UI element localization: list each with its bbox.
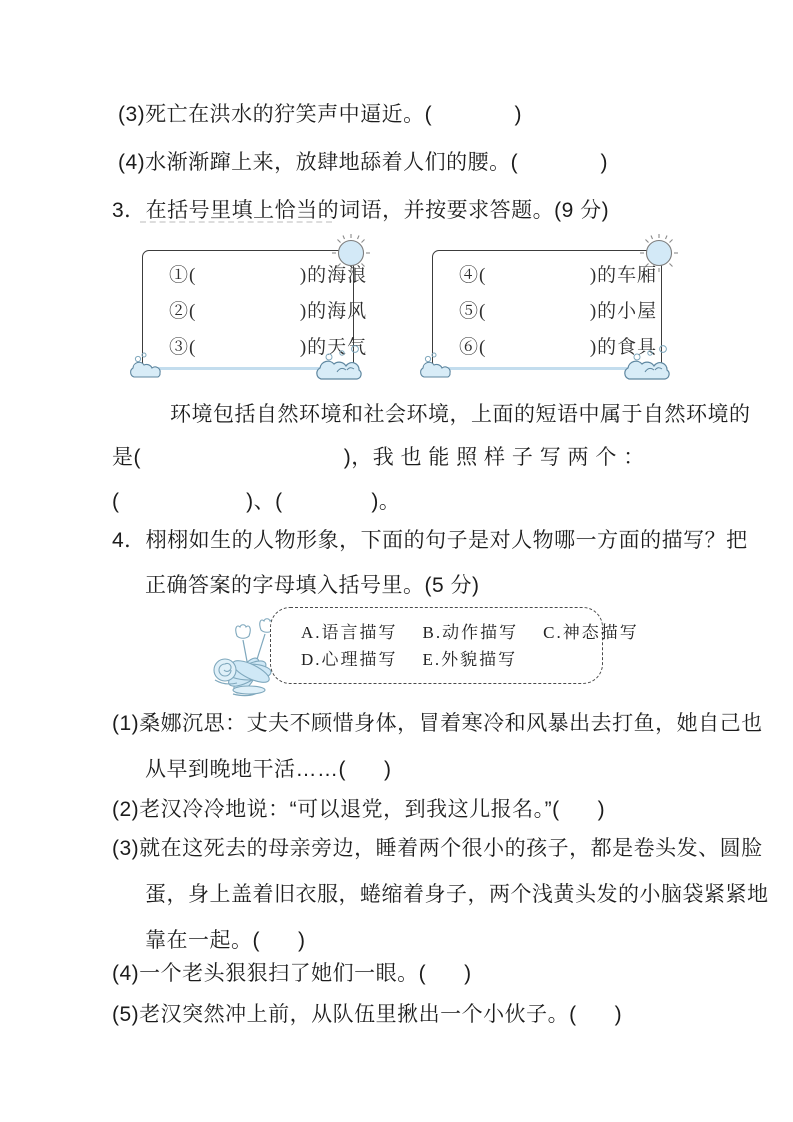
q3-paragraph-line1: 环境包括自然环境和社会环境，上面的短语中属于自然环境的 bbox=[170, 403, 751, 426]
q3-left-row-2: ②( )的海风 bbox=[169, 301, 368, 322]
q4-heading-line1: 4．栩栩如生的人物形象，下面的句子是对人物哪一方面的描写？把 bbox=[112, 529, 748, 552]
q4-item4-line: (4)一个老头狠狠扫了她们一眼。( ) bbox=[112, 962, 472, 985]
box-bottom-blue-line bbox=[439, 367, 635, 370]
q3-right-row-1: ④( )的车厢 bbox=[459, 265, 658, 286]
q4-item1-line2: 从早到晚地干活……( ) bbox=[145, 758, 392, 781]
q3-left-row-3: ③( )的天气 bbox=[169, 337, 368, 358]
q3-paragraph-line2: 是( )，我 也 能 照 样 子 写 两 个 ： bbox=[112, 446, 645, 469]
q4-item5-line: (5)老汉突然冲上前，从队伍里揪出一个小伙子。( ) bbox=[112, 1003, 623, 1026]
q4-item3-line2: 蛋，身上盖着旧衣服，蜷缩着身子，两个浅黄头发的小脑袋紧紧地 bbox=[145, 883, 769, 906]
q4-options-line2: D.心理描写 E.外貌描写 bbox=[301, 650, 518, 669]
cloud-icon bbox=[128, 351, 168, 381]
cloud-icon bbox=[418, 351, 458, 381]
box-bottom-blue-line bbox=[149, 367, 327, 370]
cloud-icon bbox=[621, 345, 677, 383]
q2-item4-text: (4)水渐渐蹿上来，放肆地舔着人们的腰。( ) bbox=[118, 151, 608, 174]
q3-paragraph-line3: ( )、( )。 bbox=[112, 490, 401, 513]
q4-options-line1: A.语言描写 B.动作描写 C.神态描写 bbox=[301, 623, 639, 642]
q3-heading: 3．在括号里填上恰当的词语，并按要求答题。(9 分) bbox=[112, 199, 610, 222]
q4-item3-line1: (3)就在这死去的母亲旁边，睡着两个很小的孩子，都是卷头发、圆脸 bbox=[112, 837, 763, 860]
sun-icon bbox=[330, 232, 372, 274]
q4-item1-line1: (1)桑娜沉思：丈夫不顾惜身体，冒着寒冷和风暴出去打鱼，她自己也 bbox=[112, 712, 763, 735]
q4-item3-line3: 靠在一起。( ) bbox=[145, 929, 306, 952]
q4-heading-line2: 正确答案的字母填入括号里。(5 分) bbox=[145, 574, 480, 597]
q3-left-phrase-box bbox=[142, 250, 368, 369]
q2-item3-text: (3)死亡在洪水的狞笑声中逼近。( ) bbox=[118, 103, 522, 126]
q4-options-box bbox=[270, 607, 639, 684]
q3-left-row-1: ①( )的海浪 bbox=[169, 265, 368, 286]
cloud-icon bbox=[313, 345, 369, 383]
q3-right-row-3: ⑥( )的食具 bbox=[459, 337, 658, 358]
sun-icon bbox=[638, 232, 680, 274]
q4-item2-line: (2)老汉冷冷地说：“可以退党，到我这儿报名。”( ) bbox=[112, 798, 606, 821]
q3-right-row-2: ⑤( )的小屋 bbox=[459, 301, 658, 322]
q3-right-phrase-box bbox=[432, 250, 662, 369]
